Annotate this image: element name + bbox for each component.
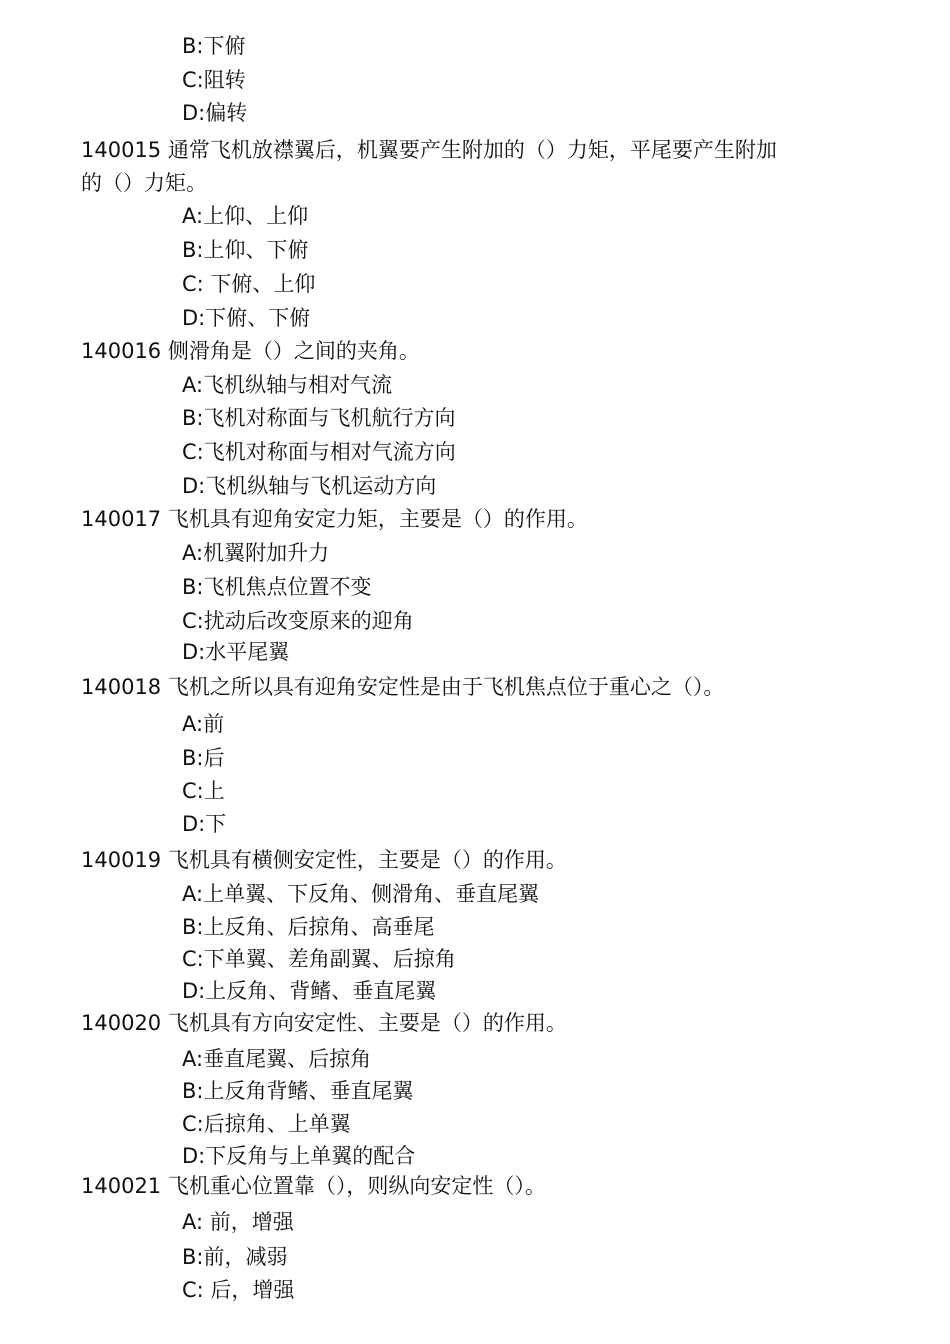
question-140018 [81,673,724,701]
option-d: D:下俯、下俯 [182,306,311,330]
question-text: 飞机具有方向安定性、主要是（）的作用。 [167,1011,567,1035]
option-a: A:飞机纵轴与相对气流 [182,373,393,397]
option-c-prev: C:阻转 [182,68,246,92]
question-text: 飞机具有横侧安定性，主要是（）的作用。 [167,848,567,872]
question-text: 飞机具有迎角安定力矩，主要是（）的作用。 [167,507,588,531]
option-b: B:上仰、下俯 [182,238,309,262]
question-text: 飞机之所以具有迎角安定性是由于飞机焦点位于重心之（）。 [167,675,725,699]
option-b-prev: B:下俯 [182,34,246,58]
option-a: A:前 [182,712,225,736]
question-text: 通常飞机放襟翼后，机翼要产生附加的（）力矩，平尾要产生附加 [167,138,777,162]
option-d: D:水平尾翼 [182,640,290,664]
option-d: D:下 [182,812,227,836]
option-b: B:前，减弱 [182,1245,288,1269]
option-d: D:飞机纵轴与飞机运动方向 [182,474,437,498]
option-d-prev: D:偏转 [182,101,248,125]
question-140019 [81,846,567,874]
option-a: A:上单翼、下反角、侧滑角、垂直尾翼 [182,882,540,906]
option-c: C:扰动后改变原来的迎角 [182,609,414,633]
question-140021 [81,1172,546,1200]
option-b: B:上反角背鳍、垂直尾翼 [182,1079,414,1103]
option-a: A:垂直尾翼、后掠角 [182,1047,372,1071]
option-c: C:后掠角、上单翼 [182,1112,351,1136]
option-c: C:飞机对称面与相对气流方向 [182,440,456,464]
option-d: D:下反角与上单翼的配合 [182,1144,416,1168]
question-140017 [81,505,588,533]
question-number: 140017 [81,507,162,531]
question-number: 140021 [81,1174,162,1198]
question-140015-cont: 的（）力矩。 [81,171,207,195]
option-a: A:机翼附加升力 [182,541,330,565]
question-number: 140018 [81,675,162,699]
option-b: B:后 [182,746,225,770]
question-number: 140016 [81,339,162,363]
question-number: 140015 [81,138,162,162]
question-text: 飞机重心位置靠（），则纵向安定性（）。 [167,1174,546,1198]
option-c: C:下单翼、差角副翼、后掠角 [182,947,456,971]
option-b: B:上反角、后掠角、高垂尾 [182,915,435,939]
option-c: C: 下俯、上仰 [182,272,316,296]
question-140016 [81,337,420,365]
question-140015 [81,136,777,164]
option-c: C: 后，增强 [182,1278,295,1302]
option-a: A: 前，增强 [182,1210,294,1234]
question-number: 140019 [81,848,162,872]
option-c: C:上 [182,779,225,803]
option-b: B:飞机对称面与飞机航行方向 [182,406,456,430]
option-a: A:上仰、上仰 [182,204,309,228]
question-text: 侧滑角是（）之间的夹角。 [167,339,420,363]
question-number: 140020 [81,1011,162,1035]
question-140020 [81,1009,567,1037]
option-d: D:上反角、背鳍、垂直尾翼 [182,979,437,1003]
option-b: B:飞机焦点位置不变 [182,575,372,599]
